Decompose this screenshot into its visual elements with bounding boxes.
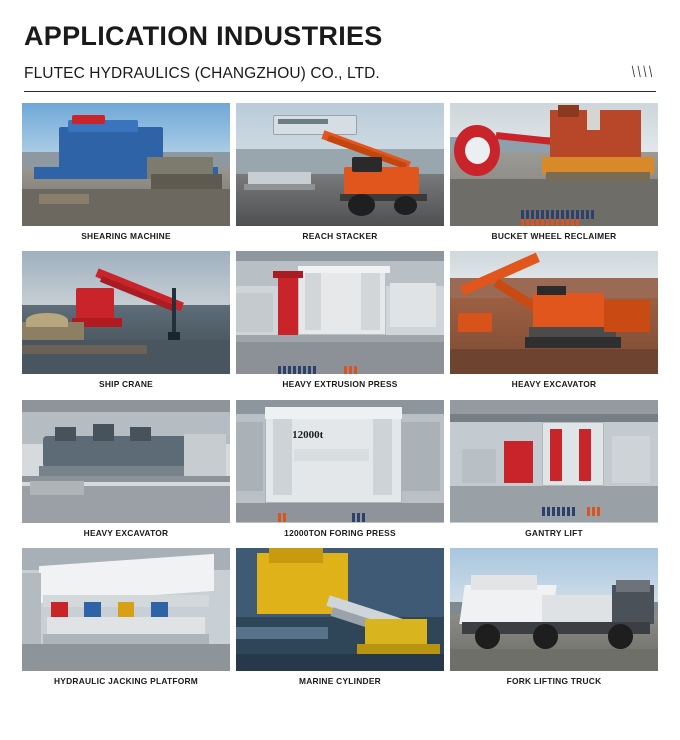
gallery-item — [22, 400, 230, 544]
subtitle-row — [24, 62, 656, 82]
foring-press-image — [236, 400, 444, 523]
gallery-item — [236, 251, 444, 395]
gallery-item — [450, 251, 658, 395]
company-name: FLUTEC HYDRAULICS (CHANGZHOU) CO., LTD. — [24, 64, 380, 82]
gallery-item — [22, 103, 230, 247]
gantry-lift-image — [450, 400, 658, 523]
gallery-item-caption: HEAVY EXCAVATOR — [83, 527, 169, 538]
ship-crane-image — [22, 251, 230, 374]
bucket-wheel-reclaimer-image — [450, 103, 658, 226]
gallery-item-caption: GANTRY LIFT — [525, 527, 583, 538]
image-gallery-grid — [22, 103, 658, 693]
gallery-item — [450, 400, 658, 544]
gallery-item — [22, 251, 230, 395]
slash-decoration-icon: \\\\ — [629, 61, 656, 81]
gallery-item — [236, 400, 444, 544]
gallery-item-caption: HEAVY EXCAVATOR — [511, 379, 597, 390]
gallery-item — [236, 548, 444, 692]
gallery-item-caption: REACH STACKER — [302, 230, 378, 241]
gallery-item-caption: BUCKET WHEEL RECLAIMER — [491, 230, 617, 241]
document-header — [0, 0, 680, 82]
reach-stacker-image — [236, 103, 444, 226]
shearing-machine-image — [22, 103, 230, 226]
gallery-item — [236, 103, 444, 247]
marine-cylinder-image — [236, 548, 444, 671]
hydraulic-jacking-platform-image — [22, 548, 230, 671]
heavy-excavator-shop-image — [22, 400, 230, 523]
heavy-extrusion-press-image — [236, 251, 444, 374]
gallery-item-caption: HYDRAULIC JACKING PLATFORM — [53, 675, 199, 686]
heavy-excavator-mine-image — [450, 251, 658, 374]
gallery-item — [450, 103, 658, 247]
gallery-item-caption: SHIP CRANE — [98, 379, 153, 390]
gallery-item — [450, 548, 658, 692]
gallery-item-caption: HEAVY EXTRUSION PRESS — [282, 379, 398, 390]
gallery-item-caption: MARINE CYLINDER — [299, 675, 381, 686]
page-title: APPLICATION INDUSTRIES — [24, 21, 383, 51]
fork-lifting-truck-image — [450, 548, 658, 671]
gallery-item — [22, 548, 230, 692]
press-tonnage-label: 12000t — [292, 429, 324, 442]
gallery-item-caption: FORK LIFTING TRUCK — [506, 675, 602, 686]
gallery-item-caption: 12000TON FORING PRESS — [284, 527, 396, 538]
header-divider — [24, 91, 656, 92]
gallery-item-caption: SHEARING MACHINE — [81, 230, 171, 241]
